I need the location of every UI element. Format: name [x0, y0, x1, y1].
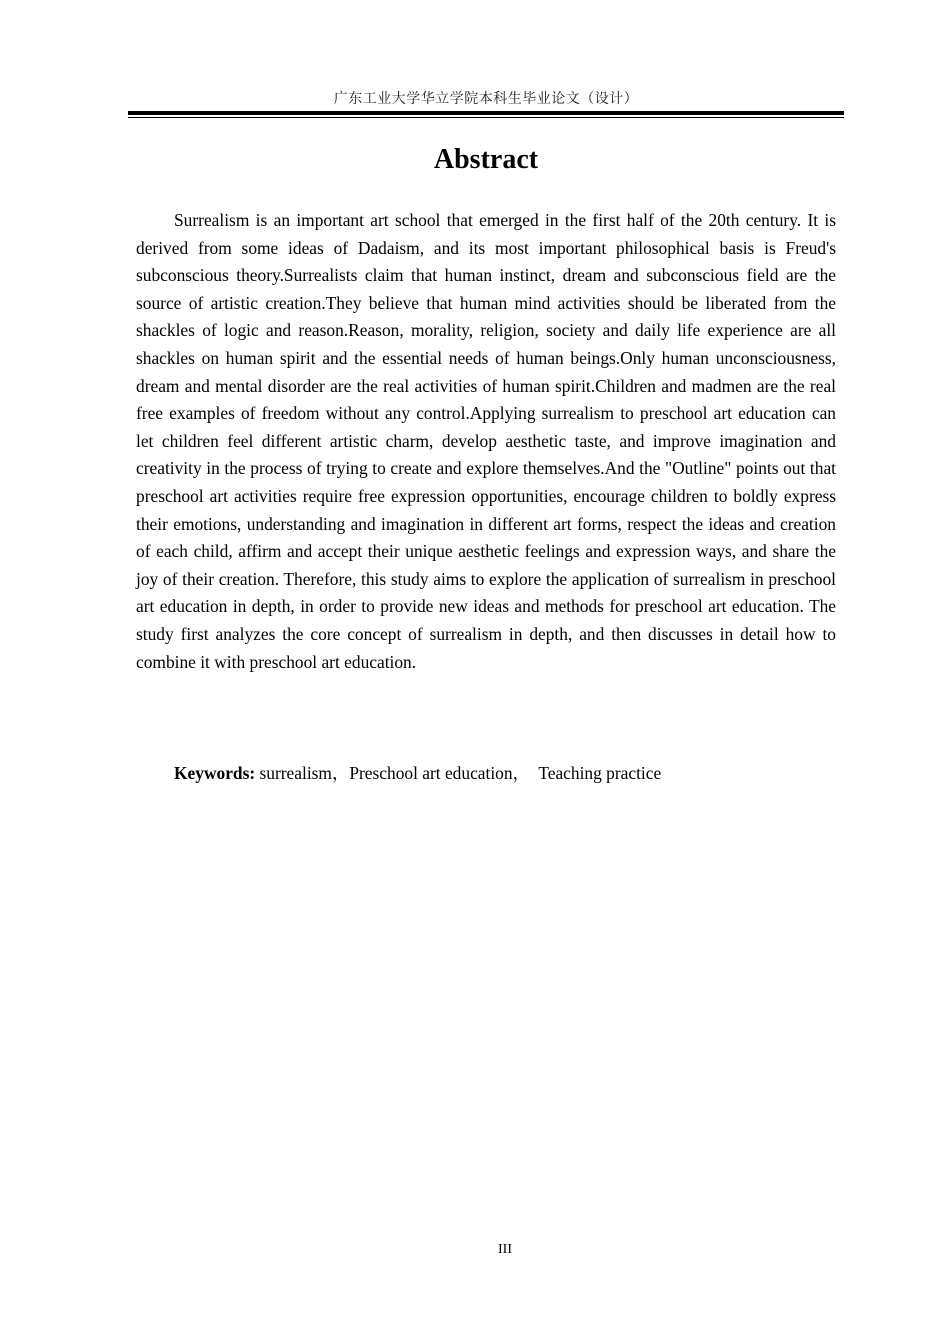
page-number: III	[498, 1242, 512, 1257]
abstract-body: Surrealism is an important art school that emerged in the first half of the 20th century. It is derived from some ideas of Dadaism, and its most important philosophical basis is Freud's subconscious theory.Surrealists claim that human instinct, dream and subconscious field are the source of artistic creation.They believe that human mind activities should be liberated from the shackles of logic and reason.Reason, morality, religion, society and daily life experience are all shackles on human spirit and the essential needs of human beings.Only human unconsciousness, dream and mental disorder are the real activities of human spirit.Children and madmen are the real free examples of freedom without any control.Applying surrealism to preschool art education can let children feel different artistic charm, develop aesthetic taste, and improve imagination and creativity in the process of trying to create and explore themselves.And the "Outline" points out that preschool art activities require free expression opportunities, encourage children to boldly express their emotions, understanding and imagination in different art forms, respect the ideas and creation of each child, affirm and accept their unique aesthetic feelings and expression ways, and share the joy of their creation. Therefore, this study aims to explore the application of surrealism in preschool art education in depth, in order to provide new ideas and methods for preschool art education. The study first analyzes the core concept of surrealism in depth, and then discusses in detail how to combine it with preschool art education.	[136, 210, 836, 672]
header-rule-thick	[128, 111, 844, 115]
keywords-line	[174, 759, 834, 787]
header-rule-thin	[128, 117, 844, 118]
running-header: 广东工业大学华立学院本科生毕业论文（设计）	[333, 91, 639, 107]
keywords-label: Keywords:	[174, 763, 256, 783]
keywords-values: surrealism，Preschool art education， Teaching practice	[255, 763, 662, 783]
abstract-title: Abstract	[433, 144, 539, 175]
